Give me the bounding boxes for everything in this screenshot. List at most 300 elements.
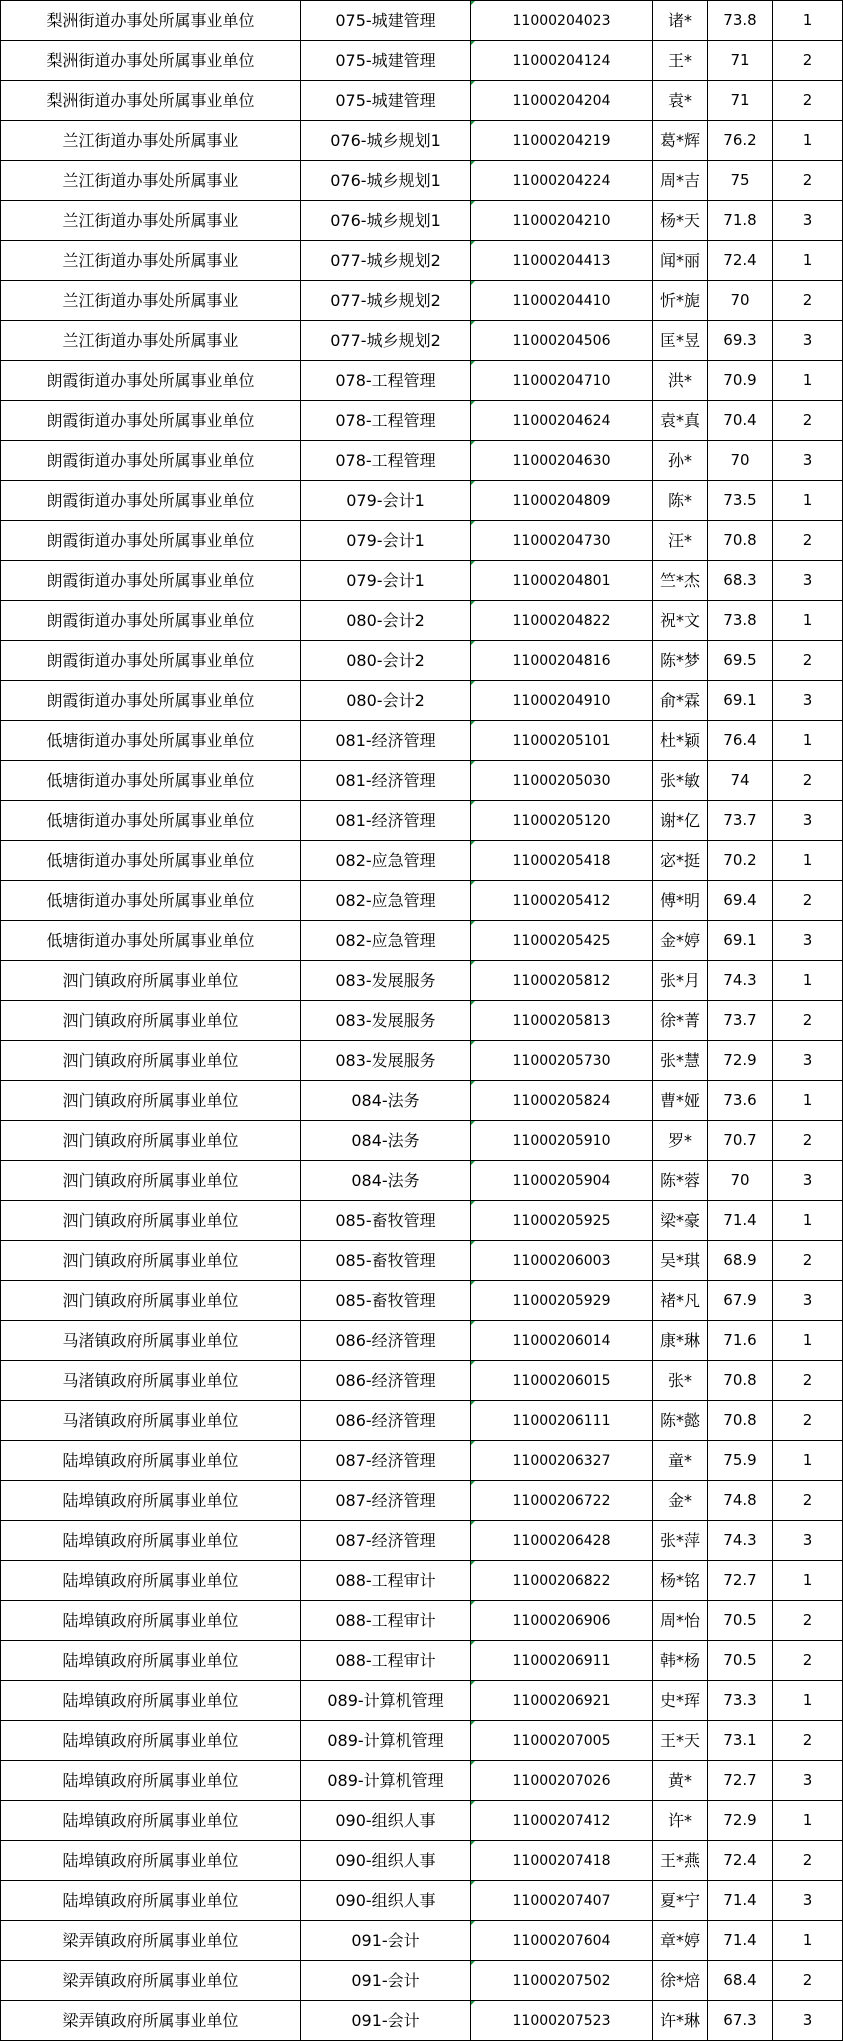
rank-cell: 2 xyxy=(773,161,843,201)
position-cell: 090-组织人事 xyxy=(301,1841,471,1881)
table-row xyxy=(1,1201,843,1241)
exam-id-cell: 11000206003 xyxy=(471,1241,653,1281)
score-cell: 73.8 xyxy=(708,1,773,41)
position-cell: 082-应急管理 xyxy=(301,881,471,921)
rank-cell: 3 xyxy=(773,1281,843,1321)
name-cell: 谢*亿 xyxy=(653,801,708,841)
rank-cell: 2 xyxy=(773,1481,843,1521)
rank-cell: 3 xyxy=(773,321,843,361)
unit-cell: 低塘街道办事处所属事业单位 xyxy=(1,921,301,961)
exam-id-cell: 11000207026 xyxy=(471,1761,653,1801)
name-cell: 俞*霖 xyxy=(653,681,708,721)
unit-cell: 梨洲街道办事处所属事业单位 xyxy=(1,81,301,121)
rank-cell: 1 xyxy=(773,481,843,521)
name-cell: 陈*蓉 xyxy=(653,1161,708,1201)
results-table-body xyxy=(1,1,843,2041)
unit-cell: 低塘街道办事处所属事业单位 xyxy=(1,841,301,881)
position-cell: 091-会计 xyxy=(301,1961,471,2001)
position-cell: 087-经济管理 xyxy=(301,1441,471,1481)
table-row xyxy=(1,1321,843,1361)
rank-cell: 3 xyxy=(773,1881,843,1921)
unit-cell: 兰江街道办事处所属事业 xyxy=(1,321,301,361)
position-cell: 088-工程审计 xyxy=(301,1601,471,1641)
unit-cell: 兰江街道办事处所属事业 xyxy=(1,121,301,161)
score-cell: 72.9 xyxy=(708,1801,773,1841)
exam-id-cell: 11000206921 xyxy=(471,1681,653,1721)
rank-cell: 2 xyxy=(773,761,843,801)
score-cell: 76.2 xyxy=(708,121,773,161)
name-cell: 康*琳 xyxy=(653,1321,708,1361)
name-cell: 闻*丽 xyxy=(653,241,708,281)
unit-cell: 泗门镇政府所属事业单位 xyxy=(1,1001,301,1041)
unit-cell: 马渚镇政府所属事业单位 xyxy=(1,1321,301,1361)
table-row xyxy=(1,1241,843,1281)
unit-cell: 兰江街道办事处所属事业 xyxy=(1,201,301,241)
unit-cell: 陆埠镇政府所属事业单位 xyxy=(1,1561,301,1601)
unit-cell: 朗霞街道办事处所属事业单位 xyxy=(1,601,301,641)
unit-cell: 陆埠镇政府所属事业单位 xyxy=(1,1481,301,1521)
unit-cell: 朗霞街道办事处所属事业单位 xyxy=(1,681,301,721)
position-cell: 075-城建管理 xyxy=(301,81,471,121)
unit-cell: 兰江街道办事处所属事业 xyxy=(1,161,301,201)
position-cell: 081-经济管理 xyxy=(301,801,471,841)
exam-id-cell: 11000206722 xyxy=(471,1481,653,1521)
table-row xyxy=(1,441,843,481)
table-row xyxy=(1,641,843,681)
exam-id-cell: 11000207005 xyxy=(471,1721,653,1761)
score-cell: 70 xyxy=(708,441,773,481)
position-cell: 079-会计1 xyxy=(301,521,471,561)
name-cell: 张*萍 xyxy=(653,1521,708,1561)
unit-cell: 陆埠镇政府所属事业单位 xyxy=(1,1521,301,1561)
score-cell: 71 xyxy=(708,41,773,81)
name-cell: 王*燕 xyxy=(653,1841,708,1881)
rank-cell: 2 xyxy=(773,1961,843,2001)
rank-cell: 2 xyxy=(773,1601,843,1641)
score-cell: 76.4 xyxy=(708,721,773,761)
score-cell: 72.9 xyxy=(708,1041,773,1081)
position-cell: 081-经济管理 xyxy=(301,721,471,761)
position-cell: 083-发展服务 xyxy=(301,1001,471,1041)
score-cell: 71.4 xyxy=(708,1881,773,1921)
score-cell: 70 xyxy=(708,1161,773,1201)
exam-id-cell: 11000205813 xyxy=(471,1001,653,1041)
unit-cell: 低塘街道办事处所属事业单位 xyxy=(1,761,301,801)
rank-cell: 1 xyxy=(773,1,843,41)
position-cell: 090-组织人事 xyxy=(301,1881,471,1921)
score-cell: 72.4 xyxy=(708,241,773,281)
score-cell: 75 xyxy=(708,161,773,201)
table-row xyxy=(1,121,843,161)
rank-cell: 1 xyxy=(773,1441,843,1481)
rank-cell: 1 xyxy=(773,1921,843,1961)
table-row xyxy=(1,81,843,121)
unit-cell: 陆埠镇政府所属事业单位 xyxy=(1,1601,301,1641)
exam-id-cell: 11000206906 xyxy=(471,1601,653,1641)
rank-cell: 2 xyxy=(773,41,843,81)
exam-id-cell: 11000207604 xyxy=(471,1921,653,1961)
rank-cell: 1 xyxy=(773,841,843,881)
name-cell: 张*月 xyxy=(653,961,708,1001)
rank-cell: 2 xyxy=(773,1241,843,1281)
unit-cell: 朗霞街道办事处所属事业单位 xyxy=(1,561,301,601)
name-cell: 周*怡 xyxy=(653,1601,708,1641)
rank-cell: 2 xyxy=(773,81,843,121)
score-cell: 72.4 xyxy=(708,1841,773,1881)
score-cell: 68.3 xyxy=(708,561,773,601)
exam-id-cell: 11000205824 xyxy=(471,1081,653,1121)
score-cell: 71.4 xyxy=(708,1201,773,1241)
table-row xyxy=(1,961,843,1001)
position-cell: 080-会计2 xyxy=(301,601,471,641)
position-cell: 076-城乡规划1 xyxy=(301,121,471,161)
name-cell: 杨*天 xyxy=(653,201,708,241)
score-cell: 70.8 xyxy=(708,1361,773,1401)
position-cell: 089-计算机管理 xyxy=(301,1681,471,1721)
position-cell: 083-发展服务 xyxy=(301,961,471,1001)
rank-cell: 3 xyxy=(773,201,843,241)
position-cell: 080-会计2 xyxy=(301,681,471,721)
score-cell: 73.8 xyxy=(708,601,773,641)
unit-cell: 陆埠镇政府所属事业单位 xyxy=(1,1761,301,1801)
unit-cell: 陆埠镇政府所属事业单位 xyxy=(1,1681,301,1721)
table-row xyxy=(1,681,843,721)
table-row xyxy=(1,281,843,321)
table-row xyxy=(1,1641,843,1681)
exam-id-cell: 11000204023 xyxy=(471,1,653,41)
table-row xyxy=(1,241,843,281)
name-cell: 黄* xyxy=(653,1761,708,1801)
exam-id-cell: 11000205910 xyxy=(471,1121,653,1161)
name-cell: 张*敏 xyxy=(653,761,708,801)
exam-id-cell: 11000206111 xyxy=(471,1401,653,1441)
exam-id-cell: 11000204204 xyxy=(471,81,653,121)
exam-id-cell: 11000204413 xyxy=(471,241,653,281)
exam-id-cell: 11000204506 xyxy=(471,321,653,361)
rank-cell: 1 xyxy=(773,601,843,641)
score-cell: 70.5 xyxy=(708,1601,773,1641)
score-cell: 71 xyxy=(708,81,773,121)
name-cell: 宓*挺 xyxy=(653,841,708,881)
exam-id-cell: 11000205101 xyxy=(471,721,653,761)
exam-id-cell: 11000206015 xyxy=(471,1361,653,1401)
name-cell: 陈*梦 xyxy=(653,641,708,681)
exam-id-cell: 11000205418 xyxy=(471,841,653,881)
name-cell: 罗* xyxy=(653,1121,708,1161)
unit-cell: 陆埠镇政府所属事业单位 xyxy=(1,1841,301,1881)
score-cell: 69.1 xyxy=(708,681,773,721)
position-cell: 086-经济管理 xyxy=(301,1361,471,1401)
table-row xyxy=(1,1281,843,1321)
rank-cell: 1 xyxy=(773,721,843,761)
unit-cell: 朗霞街道办事处所属事业单位 xyxy=(1,521,301,561)
table-row xyxy=(1,761,843,801)
name-cell: 杨*铭 xyxy=(653,1561,708,1601)
table-row xyxy=(1,1521,843,1561)
unit-cell: 马渚镇政府所属事业单位 xyxy=(1,1401,301,1441)
unit-cell: 陆埠镇政府所属事业单位 xyxy=(1,1641,301,1681)
table-row xyxy=(1,1081,843,1121)
score-cell: 70.8 xyxy=(708,521,773,561)
position-cell: 086-经济管理 xyxy=(301,1401,471,1441)
rank-cell: 1 xyxy=(773,121,843,161)
rank-cell: 2 xyxy=(773,1401,843,1441)
unit-cell: 泗门镇政府所属事业单位 xyxy=(1,1161,301,1201)
rank-cell: 3 xyxy=(773,1161,843,1201)
name-cell: 陈* xyxy=(653,481,708,521)
rank-cell: 2 xyxy=(773,521,843,561)
rank-cell: 3 xyxy=(773,1761,843,1801)
table-row xyxy=(1,1441,843,1481)
position-cell: 086-经济管理 xyxy=(301,1321,471,1361)
exam-id-cell: 11000207418 xyxy=(471,1841,653,1881)
rank-cell: 1 xyxy=(773,1321,843,1361)
exam-id-cell: 11000204224 xyxy=(471,161,653,201)
name-cell: 韩*杨 xyxy=(653,1641,708,1681)
name-cell: 诸* xyxy=(653,1,708,41)
table-row xyxy=(1,2001,843,2041)
score-cell: 69.1 xyxy=(708,921,773,961)
table-row xyxy=(1,401,843,441)
rank-cell: 3 xyxy=(773,1041,843,1081)
position-cell: 076-城乡规划1 xyxy=(301,201,471,241)
name-cell: 徐*焙 xyxy=(653,1961,708,2001)
score-cell: 70.2 xyxy=(708,841,773,881)
table-row xyxy=(1,1001,843,1041)
exam-id-cell: 11000205812 xyxy=(471,961,653,1001)
name-cell: 曹*娅 xyxy=(653,1081,708,1121)
table-row xyxy=(1,321,843,361)
score-cell: 73.5 xyxy=(708,481,773,521)
exam-id-cell: 11000207502 xyxy=(471,1961,653,2001)
table-row xyxy=(1,361,843,401)
exam-id-cell: 11000205929 xyxy=(471,1281,653,1321)
name-cell: 吴*琪 xyxy=(653,1241,708,1281)
table-row xyxy=(1,1041,843,1081)
score-cell: 70.8 xyxy=(708,1401,773,1441)
score-cell: 74.3 xyxy=(708,1521,773,1561)
exam-id-cell: 11000204124 xyxy=(471,41,653,81)
name-cell: 王* xyxy=(653,41,708,81)
rank-cell: 3 xyxy=(773,681,843,721)
table-row xyxy=(1,521,843,561)
score-cell: 73.1 xyxy=(708,1721,773,1761)
position-cell: 083-发展服务 xyxy=(301,1041,471,1081)
exam-id-cell: 11000204410 xyxy=(471,281,653,321)
table-row xyxy=(1,1881,843,1921)
position-cell: 082-应急管理 xyxy=(301,921,471,961)
score-cell: 67.3 xyxy=(708,2001,773,2041)
rank-cell: 3 xyxy=(773,441,843,481)
score-cell: 74.8 xyxy=(708,1481,773,1521)
exam-id-cell: 11000204219 xyxy=(471,121,653,161)
table-row xyxy=(1,1681,843,1721)
exam-id-cell: 11000206428 xyxy=(471,1521,653,1561)
table-row xyxy=(1,1841,843,1881)
score-cell: 70.5 xyxy=(708,1641,773,1681)
exam-id-cell: 11000204822 xyxy=(471,601,653,641)
rank-cell: 2 xyxy=(773,1641,843,1681)
unit-cell: 泗门镇政府所属事业单位 xyxy=(1,1081,301,1121)
rank-cell: 1 xyxy=(773,1801,843,1841)
unit-cell: 泗门镇政府所属事业单位 xyxy=(1,1121,301,1161)
table-row xyxy=(1,1401,843,1441)
name-cell: 许* xyxy=(653,1801,708,1841)
name-cell: 夏*宁 xyxy=(653,1881,708,1921)
score-cell: 71.4 xyxy=(708,1921,773,1961)
score-cell: 70.4 xyxy=(708,401,773,441)
table-row xyxy=(1,161,843,201)
rank-cell: 3 xyxy=(773,921,843,961)
score-cell: 71.6 xyxy=(708,1321,773,1361)
unit-cell: 低塘街道办事处所属事业单位 xyxy=(1,801,301,841)
rank-cell: 2 xyxy=(773,281,843,321)
exam-id-cell: 11000205730 xyxy=(471,1041,653,1081)
score-cell: 71.8 xyxy=(708,201,773,241)
table-row xyxy=(1,41,843,81)
position-cell: 078-工程管理 xyxy=(301,441,471,481)
table-row xyxy=(1,921,843,961)
name-cell: 金* xyxy=(653,1481,708,1521)
name-cell: 周*吉 xyxy=(653,161,708,201)
unit-cell: 梨洲街道办事处所属事业单位 xyxy=(1,41,301,81)
score-cell: 67.9 xyxy=(708,1281,773,1321)
unit-cell: 泗门镇政府所属事业单位 xyxy=(1,1241,301,1281)
position-cell: 078-工程管理 xyxy=(301,401,471,441)
name-cell: 张* xyxy=(653,1361,708,1401)
rank-cell: 2 xyxy=(773,1721,843,1761)
table-row xyxy=(1,1481,843,1521)
unit-cell: 梁弄镇政府所属事业单位 xyxy=(1,2001,301,2041)
score-cell: 69.4 xyxy=(708,881,773,921)
name-cell: 孙* xyxy=(653,441,708,481)
table-row xyxy=(1,881,843,921)
rank-cell: 2 xyxy=(773,641,843,681)
unit-cell: 陆埠镇政府所属事业单位 xyxy=(1,1881,301,1921)
table-row xyxy=(1,1721,843,1761)
unit-cell: 朗霞街道办事处所属事业单位 xyxy=(1,641,301,681)
exam-id-cell: 11000204816 xyxy=(471,641,653,681)
name-cell: 忻*旎 xyxy=(653,281,708,321)
name-cell: 童* xyxy=(653,1441,708,1481)
name-cell: 褚*凡 xyxy=(653,1281,708,1321)
score-cell: 75.9 xyxy=(708,1441,773,1481)
score-cell: 69.3 xyxy=(708,321,773,361)
name-cell: 陈*懿 xyxy=(653,1401,708,1441)
position-cell: 084-法务 xyxy=(301,1081,471,1121)
rank-cell: 2 xyxy=(773,401,843,441)
unit-cell: 兰江街道办事处所属事业 xyxy=(1,281,301,321)
name-cell: 梁*豪 xyxy=(653,1201,708,1241)
table-row xyxy=(1,1161,843,1201)
position-cell: 084-法务 xyxy=(301,1121,471,1161)
exam-id-cell: 11000204624 xyxy=(471,401,653,441)
score-cell: 68.9 xyxy=(708,1241,773,1281)
position-cell: 091-会计 xyxy=(301,2001,471,2041)
unit-cell: 梁弄镇政府所属事业单位 xyxy=(1,1921,301,1961)
position-cell: 090-组织人事 xyxy=(301,1801,471,1841)
table-row xyxy=(1,601,843,641)
table-row xyxy=(1,1961,843,2001)
exam-id-cell: 11000206822 xyxy=(471,1561,653,1601)
position-cell: 088-工程审计 xyxy=(301,1561,471,1601)
score-cell: 74.3 xyxy=(708,961,773,1001)
position-cell: 080-会计2 xyxy=(301,641,471,681)
table-row xyxy=(1,1,843,41)
unit-cell: 朗霞街道办事处所属事业单位 xyxy=(1,441,301,481)
score-cell: 74 xyxy=(708,761,773,801)
table-row xyxy=(1,1801,843,1841)
rank-cell: 3 xyxy=(773,801,843,841)
position-cell: 088-工程审计 xyxy=(301,1641,471,1681)
score-cell: 68.4 xyxy=(708,1961,773,2001)
unit-cell: 陆埠镇政府所属事业单位 xyxy=(1,1721,301,1761)
name-cell: 徐*菁 xyxy=(653,1001,708,1041)
table-row xyxy=(1,801,843,841)
position-cell: 089-计算机管理 xyxy=(301,1761,471,1801)
unit-cell: 梁弄镇政府所属事业单位 xyxy=(1,1961,301,2001)
table-row xyxy=(1,1761,843,1801)
unit-cell: 泗门镇政府所属事业单位 xyxy=(1,1281,301,1321)
position-cell: 082-应急管理 xyxy=(301,841,471,881)
unit-cell: 朗霞街道办事处所属事业单位 xyxy=(1,481,301,521)
rank-cell: 3 xyxy=(773,2001,843,2041)
name-cell: 袁* xyxy=(653,81,708,121)
exam-id-cell: 11000204801 xyxy=(471,561,653,601)
unit-cell: 朗霞街道办事处所属事业单位 xyxy=(1,361,301,401)
name-cell: 许*琳 xyxy=(653,2001,708,2041)
position-cell: 087-经济管理 xyxy=(301,1481,471,1521)
rank-cell: 2 xyxy=(773,1001,843,1041)
position-cell: 079-会计1 xyxy=(301,481,471,521)
exam-id-cell: 11000205412 xyxy=(471,881,653,921)
exam-id-cell: 11000205030 xyxy=(471,761,653,801)
rank-cell: 1 xyxy=(773,1681,843,1721)
name-cell: 袁*真 xyxy=(653,401,708,441)
name-cell: 金*婷 xyxy=(653,921,708,961)
exam-id-cell: 11000207523 xyxy=(471,2001,653,2041)
exam-id-cell: 11000207412 xyxy=(471,1801,653,1841)
position-cell: 081-经济管理 xyxy=(301,761,471,801)
name-cell: 葛*辉 xyxy=(653,121,708,161)
score-cell: 69.5 xyxy=(708,641,773,681)
name-cell: 张*慧 xyxy=(653,1041,708,1081)
unit-cell: 低塘街道办事处所属事业单位 xyxy=(1,881,301,921)
position-cell: 077-城乡规划2 xyxy=(301,321,471,361)
table-row xyxy=(1,1921,843,1961)
unit-cell: 兰江街道办事处所属事业 xyxy=(1,241,301,281)
score-cell: 73.6 xyxy=(708,1081,773,1121)
position-cell: 076-城乡规划1 xyxy=(301,161,471,201)
rank-cell: 2 xyxy=(773,1361,843,1401)
unit-cell: 泗门镇政府所属事业单位 xyxy=(1,961,301,1001)
position-cell: 085-畜牧管理 xyxy=(301,1201,471,1241)
table-row xyxy=(1,1601,843,1641)
score-cell: 73.7 xyxy=(708,1001,773,1041)
table-row xyxy=(1,1361,843,1401)
rank-cell: 1 xyxy=(773,241,843,281)
rank-cell: 3 xyxy=(773,1521,843,1561)
unit-cell: 低塘街道办事处所属事业单位 xyxy=(1,721,301,761)
table-row xyxy=(1,201,843,241)
table-row xyxy=(1,841,843,881)
position-cell: 075-城建管理 xyxy=(301,1,471,41)
position-cell: 075-城建管理 xyxy=(301,41,471,81)
exam-id-cell: 11000204809 xyxy=(471,481,653,521)
exam-id-cell: 11000204630 xyxy=(471,441,653,481)
name-cell: 匡*昱 xyxy=(653,321,708,361)
exam-id-cell: 11000204710 xyxy=(471,361,653,401)
